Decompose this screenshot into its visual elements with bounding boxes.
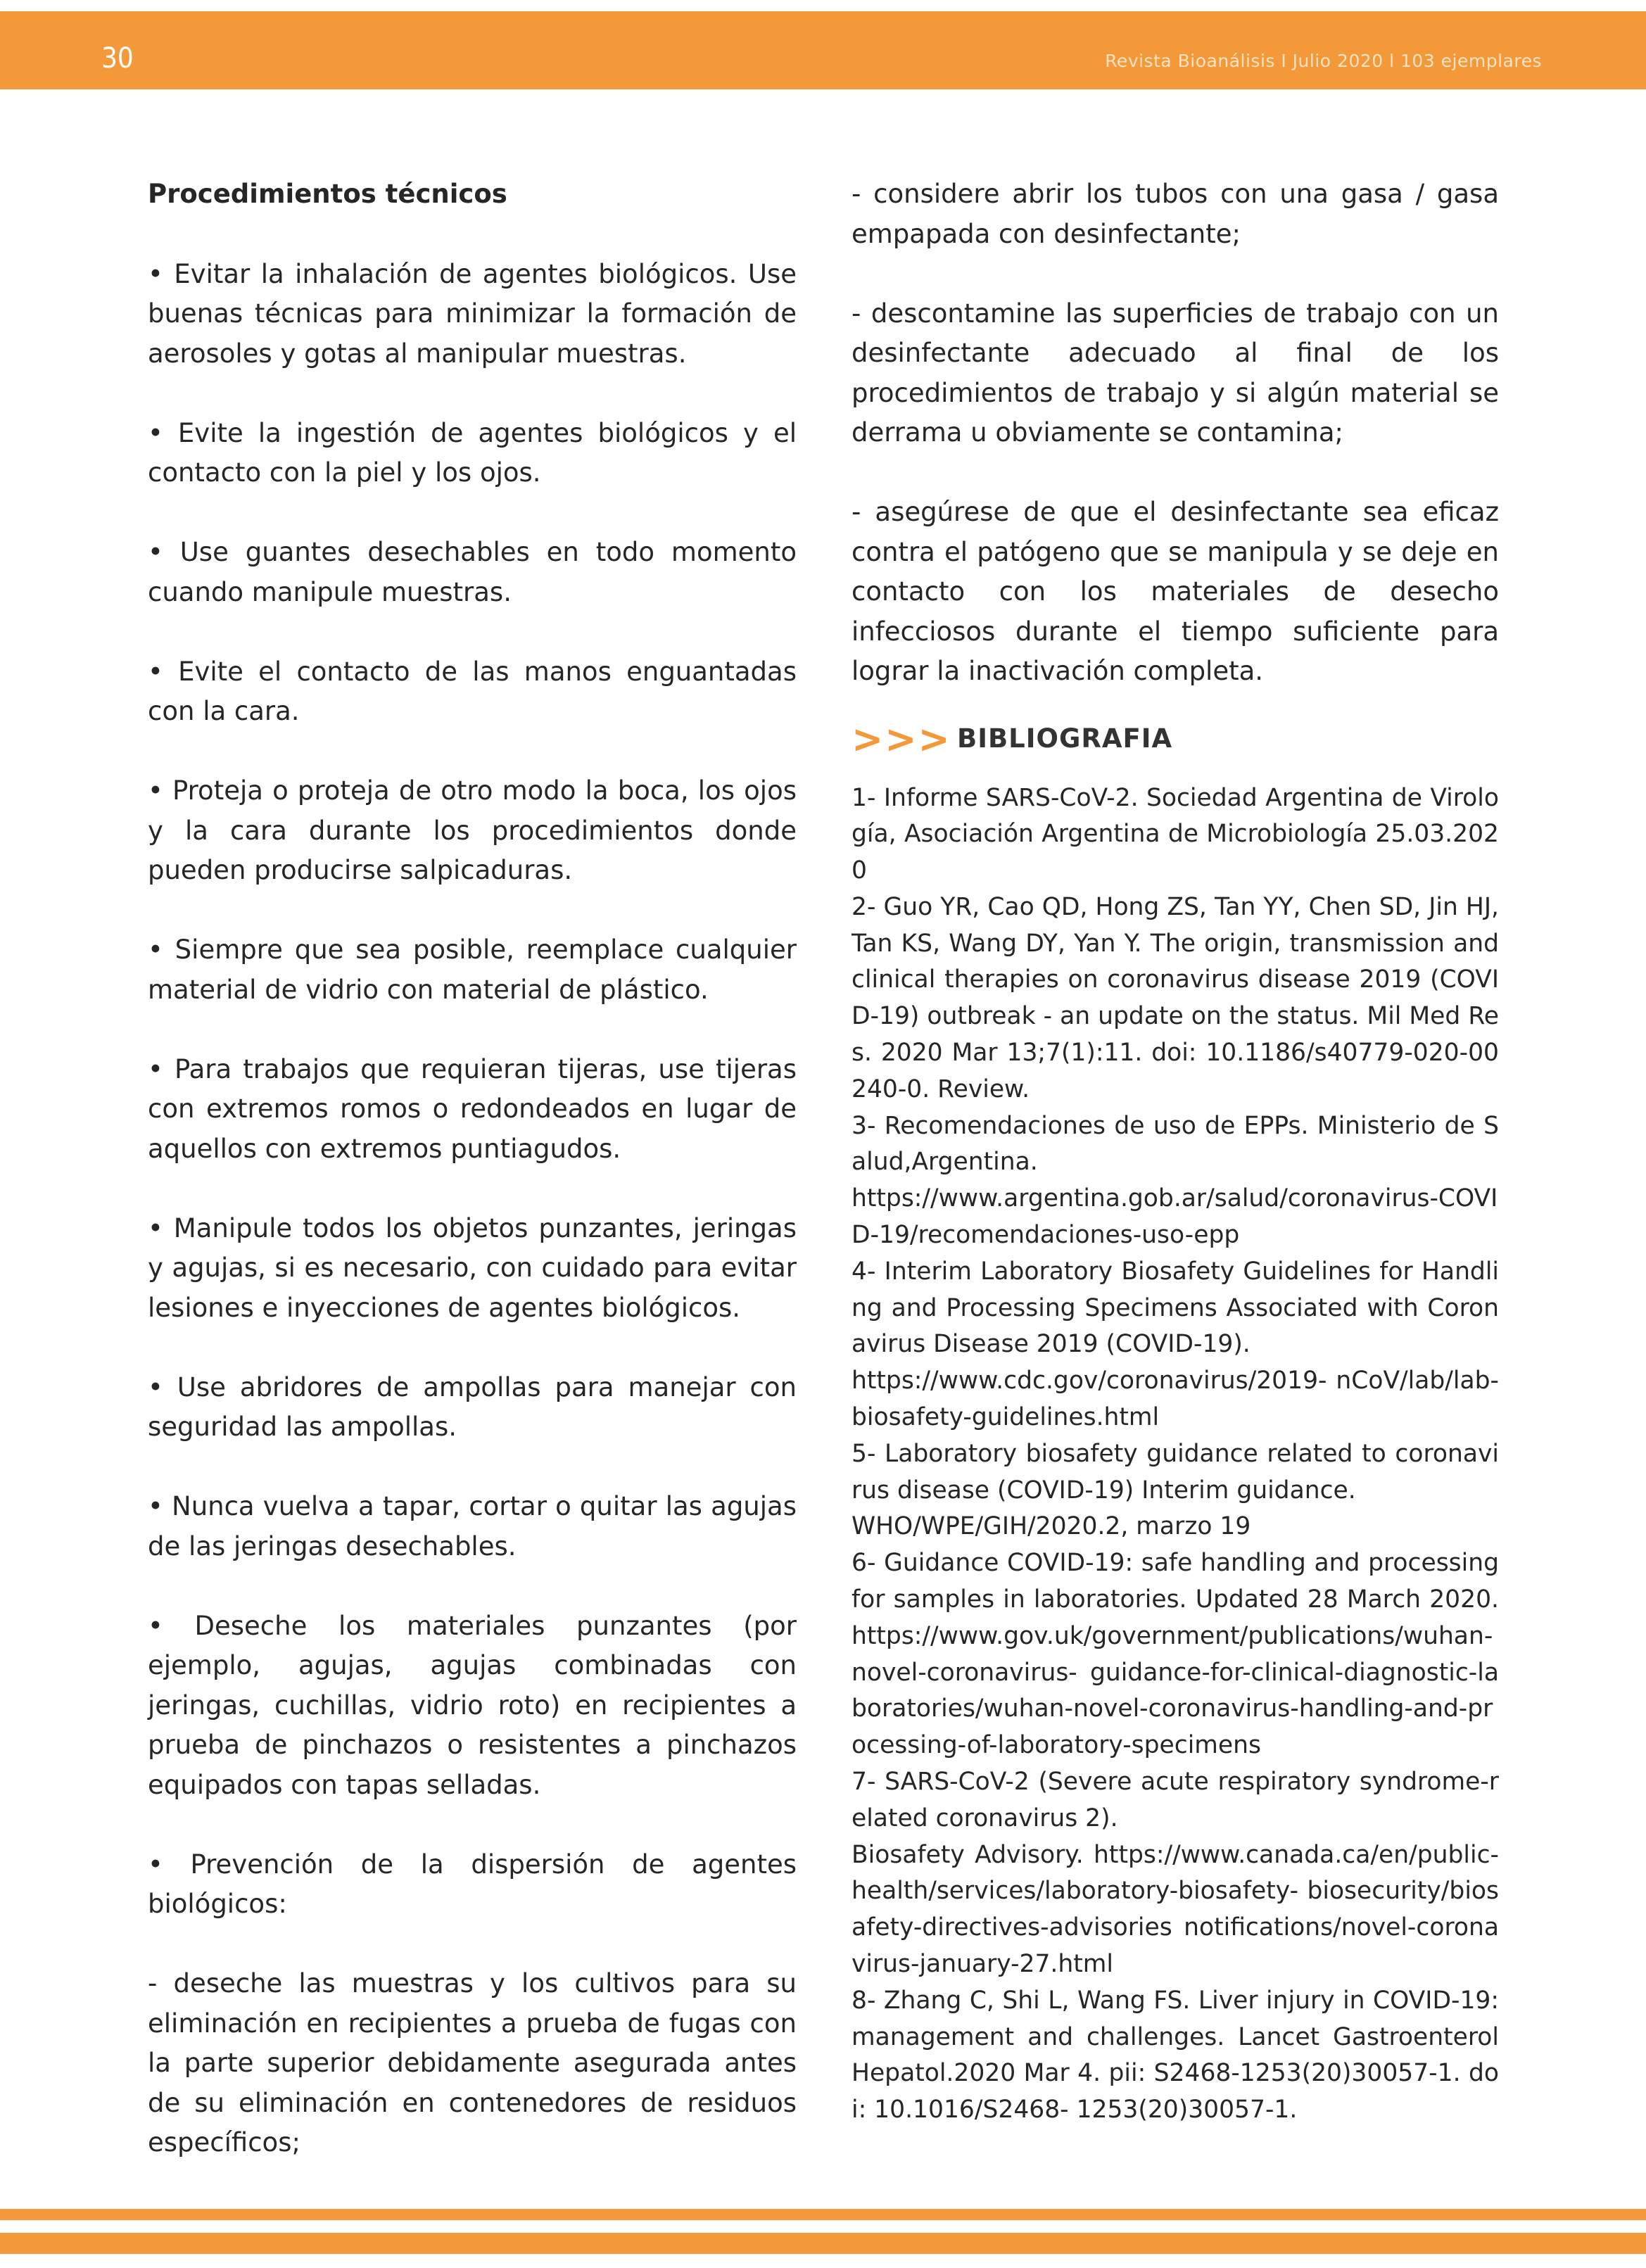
reference-item: 1- Informe SARS-CoV-2. Sociedad Argentina de Virología, Asociación Argentina de Microbiología 25.03.2020 (852, 783, 1499, 885)
bibliography-heading (852, 716, 1499, 761)
reference-item: WHO/WPE/GIH/2020.2, marzo 19 (852, 1512, 1251, 1541)
reference-item: 6- Guidance COVID-19: safe handling and processing for samples in laboratories. Updated 28 March 2020.https://www.gov.uk/government/publications/wuhan-novel-coronavirus- guidance-for-clinical-diagnostic-laboratories/wuhan-novel-coronavirus-handling-and-processing-of-laboratory-specimens (852, 1549, 1499, 1760)
bullet-item: • Para trabajos que requieran tijeras, use tijeras con extremos romos o redondeados en lugar de aquellos con extremos puntiagudos. (148, 1053, 797, 1164)
dash-item: - deseche las muestras y los cultivos para su eliminación en recipientes a prueba de fugas con la parte superior debidamente asegurada antes de su eliminación en contenedores de residuos específicos; (148, 1968, 797, 2158)
left-column (148, 175, 797, 2203)
page-header (0, 11, 1646, 89)
bullet-item: • Siempre que sea posible, reemplace cualquier material de vidrio con material de plástico. (148, 935, 797, 1005)
reference-item: Biosafety Advisory. https://www.canada.ca/en/public-health/services/laboratory-biosafety- biosecurity/biosafety-directives-advisories notifications/novel-coronavirus-january-27.html (852, 1840, 1499, 1978)
bibliography-title: BIBLIOGRAFIA (957, 723, 1173, 754)
dash-item: - asegúrese de que el desinfectante sea eficaz contra el patógeno que se manipula y se deje en contacto con los materiales de desecho infecciosos durante el tiempo suficiente para lograr la inactivación completa. (852, 497, 1499, 686)
right-column (852, 175, 1499, 2129)
bullet-item: • Deseche los materiales punzantes (por ejemplo, agujas, agujas combinadas con jeringas, cuchillas, vidrio roto) en recipientes a prueba de pinchazos o resistentes a pinchazos equipados con tapas selladas. (148, 1610, 797, 1800)
footer-bar (0, 2233, 1646, 2254)
section-heading: Procedimientos técnicos (148, 179, 507, 209)
reference-item: 7- SARS-CoV-2 (Severe acute respiratory syndrome-related coronavirus 2). (852, 1768, 1499, 1832)
reference-item: 4- Interim Laboratory Biosafety Guidelines for Handling and Processing Specimens Associated with Coronavirus Disease 2019 (COVID-19). (852, 1257, 1499, 1359)
reference-link[interactable]: https://www.argentina.gob.ar/salud/coronavirus-COVID-19/recomendaciones-uso-epp (852, 1184, 1498, 1250)
reference-item: 2- Guo YR, Cao QD, Hong ZS, Tan YY, Chen SD, Jin HJ, Tan KS, Wang DY, Yan Y. The origin, transmission and clinical therapies on coronavirus disease 2019 (COVID-19) outbreak - an update on the status. Mil Med Res. 2020 Mar 13;7(1):11. doi: 10.1186/s40779-020-00240-0. Review. (852, 892, 1499, 1103)
dash-item: - considere abrir los tubos con una gasa / gasa empapada con desinfectante; (852, 179, 1499, 249)
bullet-item: • Manipule todos los objetos punzantes, jeringas y agujas, si es necesario, con cuidado para evitar lesiones e inyecciones de agentes biológicos. (148, 1212, 797, 1323)
bullet-item: • Nunca vuelva a tapar, cortar o quitar las agujas de las jeringas desechables. (148, 1491, 797, 1561)
reference-item: 5- Laboratory biosafety guidance related to coronavirus disease (COVID-19) Interim guidance. (852, 1439, 1499, 1504)
chevron-marker-icon: >>> (852, 716, 951, 761)
bullet-item: • Prevención de la dispersión de agentes biológicos: (148, 1849, 797, 1919)
bullet-item: • Use abridores de ampollas para manejar con seguridad las ampollas. (148, 1371, 797, 1442)
dash-item: - descontamine las superficies de trabajo con un desinfectante adecuado al final de los procedimientos de trabajo y si algún material se derrama u obviamente se contamina; (852, 298, 1499, 448)
bullet-item: • Proteja o proteja de otro modo la boca, los ojos y la cara durante los procedimientos donde pueden producirse salpicaduras. (148, 775, 797, 885)
bullet-item: • Evitar la inhalación de agentes biológicos. Use buenas técnicas para minimizar la formación de aerosoles y gotas al manipular muestras. (148, 258, 797, 369)
footer-divider (0, 2209, 1646, 2220)
reference-item: 8- Zhang C, Shi L, Wang FS. Liver injury in COVID-19: management and challenges. Lancet Gastroenterol Hepatol.2020 Mar 4. pii: S2468-1253(20)30057-1. doi: 10.1016/S2468- 1253(20)30057-1. (852, 1986, 1499, 2124)
reference-link[interactable]: https://www.cdc.gov/coronavirus/2019- nCoV/lab/lab-biosafety-guidelines.html (852, 1367, 1499, 1432)
reference-item: 3- Recomendaciones de uso de EPPs. Ministerio de Salud,Argentina. (852, 1111, 1499, 1177)
bullet-item: • Evite la ingestión de agentes biológicos y el contacto con la piel y los ojos. (148, 417, 797, 488)
bullet-item: • Evite el contacto de las manos enguantadas con la cara. (148, 656, 797, 726)
publication-info: Revista Bioanálisis I Julio 2020 l 103 ejemplares (1105, 51, 1542, 71)
reference-list (852, 780, 1499, 2129)
page-number: 30 (101, 42, 134, 75)
bullet-item: • Use guantes desechables en todo momento cuando manipule muestras. (148, 537, 797, 607)
